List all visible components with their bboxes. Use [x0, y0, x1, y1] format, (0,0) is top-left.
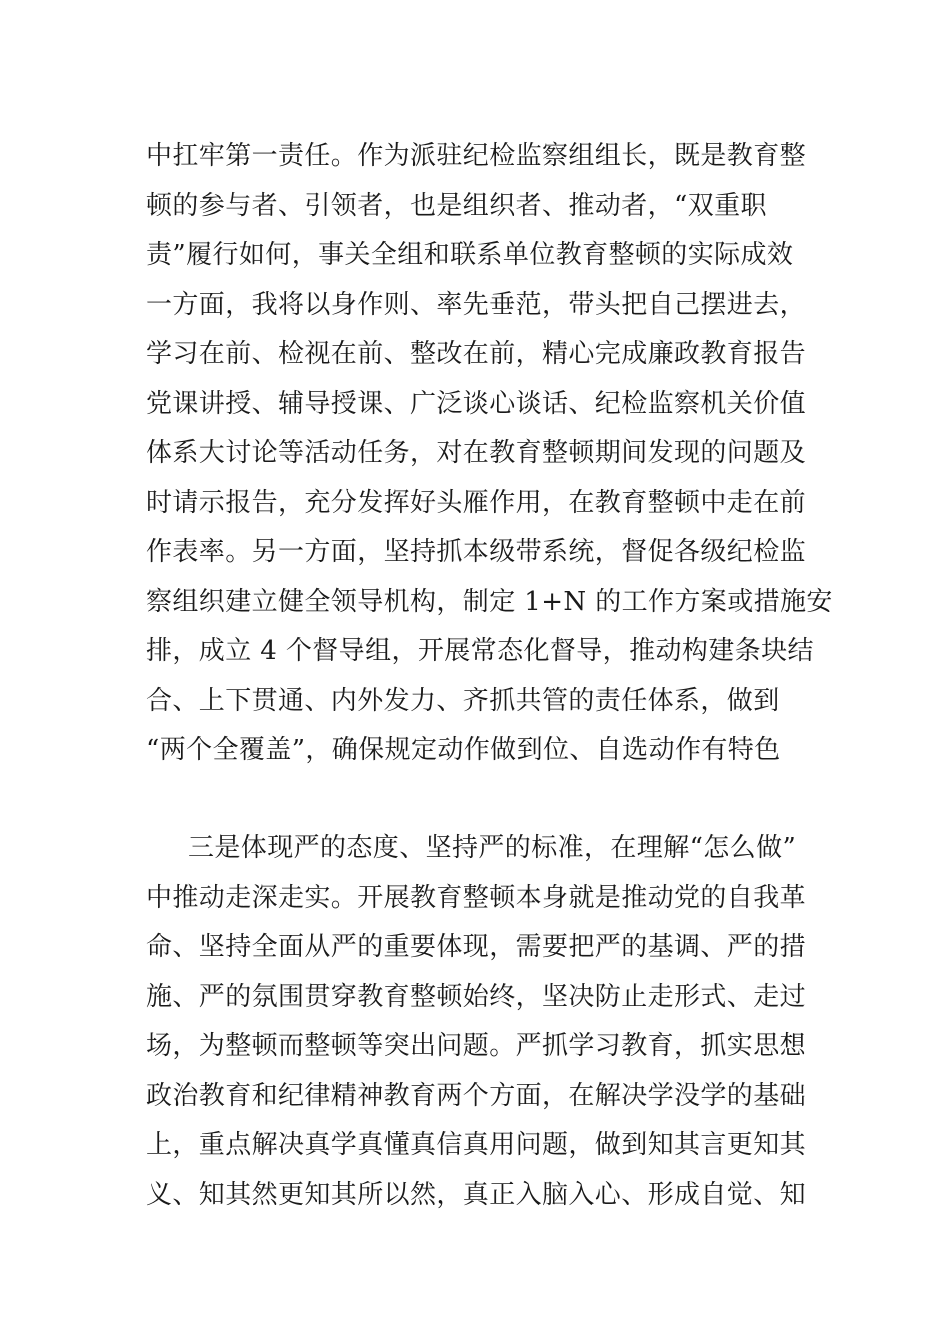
text-line: 时请示报告，充分发挥好头雁作用，在教育整顿中走在前 [146, 488, 807, 518]
text-line: 三是体现严的态度、坚持严的标准，在理解“怎么做” [188, 833, 797, 863]
text-line: 一方面，我将以身作则、率先垂范，带头把自己摆进去， [146, 290, 807, 320]
text-line: 中扛牢第一责任。作为派驻纪检监察组组长，既是教育整 [146, 141, 807, 171]
text-line: 政治教育和纪律精神教育两个方面，在解决学没学的基础 [146, 1081, 807, 1111]
text-line: 合、上下贯通、内外发力、齐抓共管的责任体系，做到 [146, 686, 780, 716]
text-line: 施、严的氛围贯穿教育整顿始终，坚决防止走形式、走过 [146, 982, 807, 1012]
text-line: “两个全覆盖”，确保规定动作做到位、自选动作有特色 [146, 735, 781, 765]
text-line: 学习在前、检视在前、整改在前，精心完成廉政教育报告 [146, 339, 807, 369]
text-line: 察组织建立健全领导机构，制定 1+N 的工作方案或措施安 [146, 587, 833, 617]
text-line: 中推动走深走实。开展教育整顿本身就是推动党的自我革 [146, 883, 807, 913]
text-line: 命、坚持全面从严的重要体现，需要把严的基调、严的措 [146, 932, 807, 962]
text-line: 场，为整顿而整顿等突出问题。严抓学习教育，抓实思想 [146, 1031, 807, 1061]
text-line: 上，重点解决真学真懂真信真用问题，做到知其言更知其 [146, 1130, 807, 1160]
text-line: 责”履行如何，事关全组和联系单位教育整顿的实际成效 [146, 240, 794, 270]
text-line: 义、知其然更知其所以然，真正入脑入心、形成自觉、知 [146, 1180, 807, 1210]
text-line: 作表率。另一方面，坚持抓本级带系统，督促各级纪检监 [146, 537, 807, 567]
text-line: 排，成立 4 个督导组，开展常态化督导，推动构建条块结 [146, 636, 814, 666]
text-line: 体系大讨论等活动任务，对在教育整顿期间发现的问题及 [146, 438, 807, 468]
text-line: 党课讲授、辅导授课、广泛谈心谈话、纪检监察机关价值 [146, 389, 807, 419]
text-line: 顿的参与者、引领者，也是组织者、推动者，“双重职 [146, 191, 767, 221]
